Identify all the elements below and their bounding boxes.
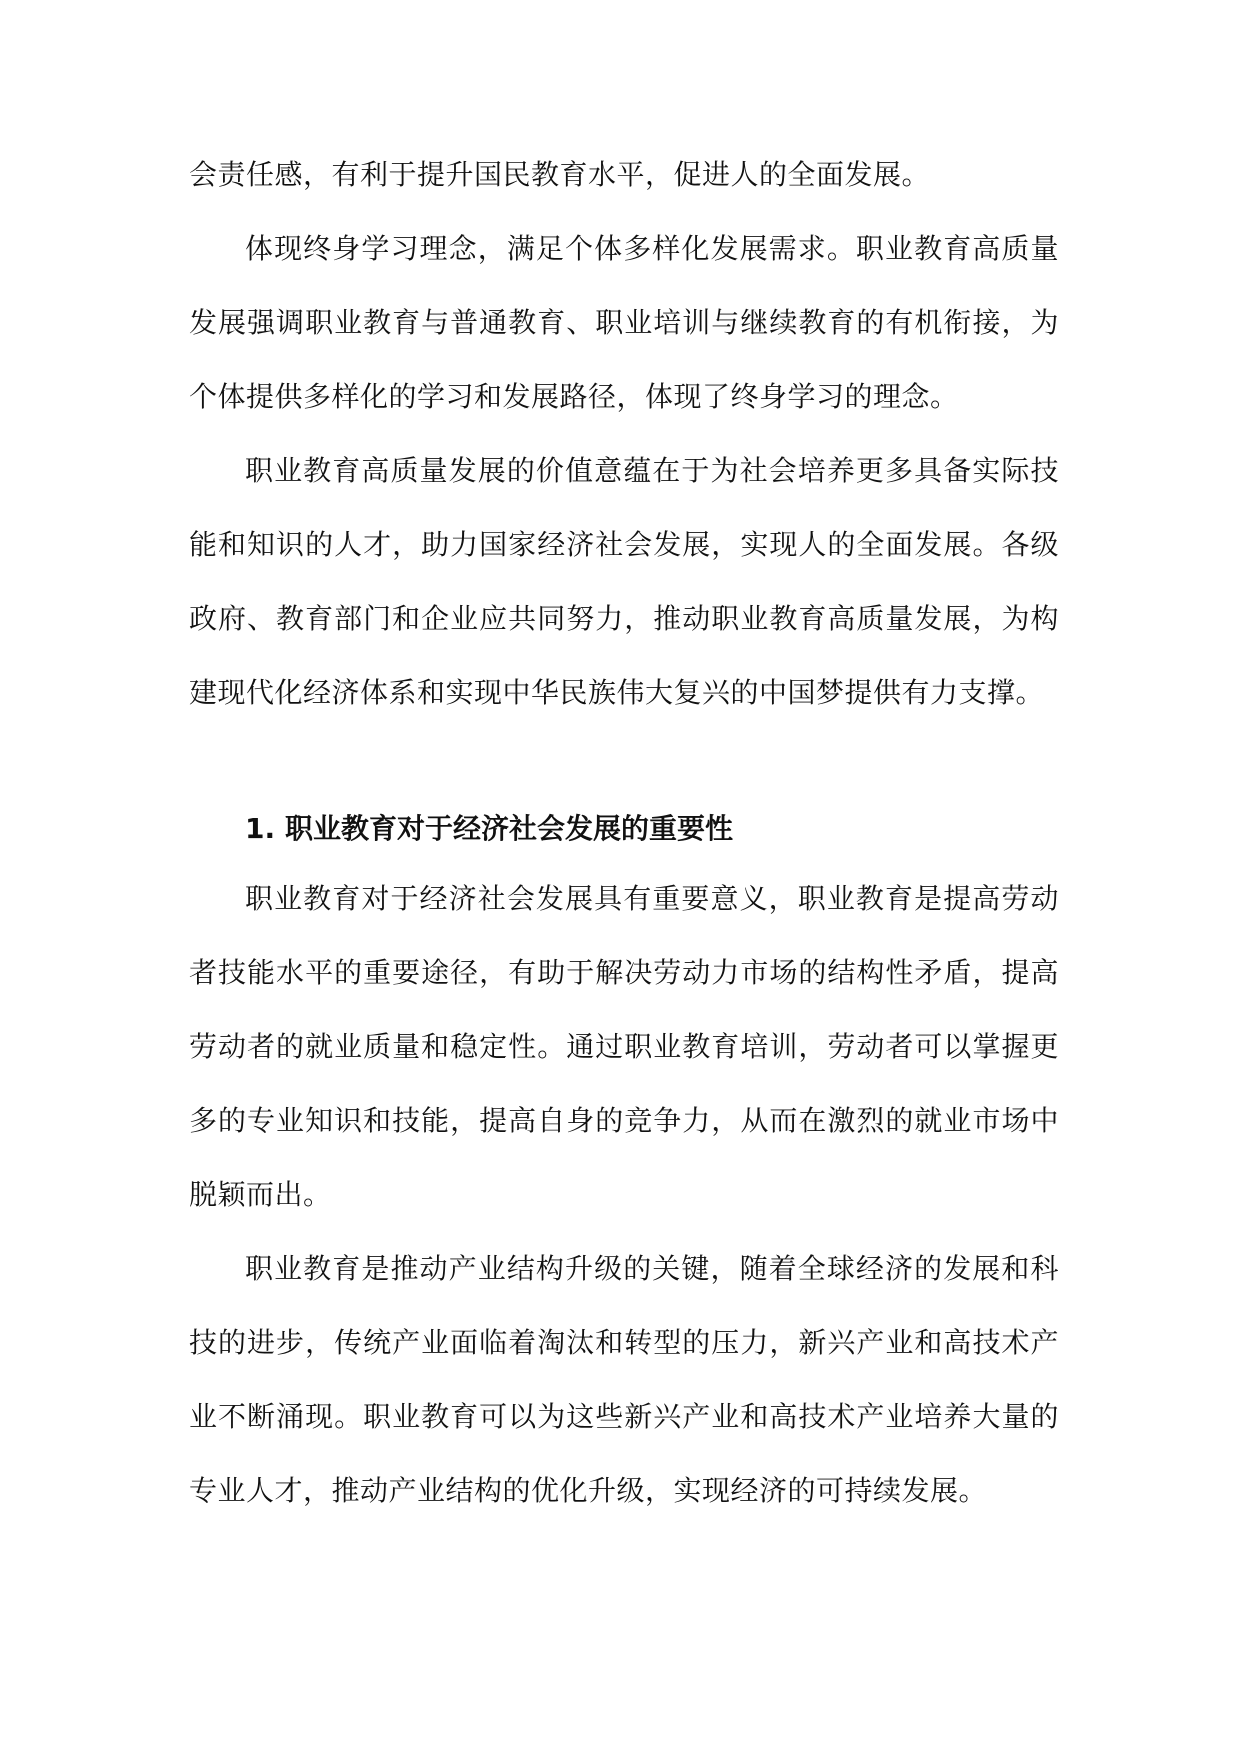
section-heading [189,796,1059,862]
paragraph-skills-importance: 职业教育对于经济社会发展具有重要意义，职业教育是提高劳动者技能水平的重要途径，有助于解决劳动力市场的结构性矛盾，提高劳动者的就业质量和稳定性。通过职业教育培训，劳动者可以掌握更多的专业知识和技能，提高自身的竞争力，从而在激烈的就业市场中脱颖而出。 [189,882,1059,1211]
paragraph-value-summary: 职业教育高质量发展的价值意蕴在于为社会培养更多具备实际技能和知识的人才，助力国家经济社会发展，实现人的全面发展。各级政府、教育部门和企业应共同努力，推动职业教育高质量发展，为构建现代化经济体系和实现中华民族伟大复兴的中国梦提供有力支撑。 [189,454,1059,709]
paragraph-lifelong-learning: 体现终身学习理念，满足个体多样化发展需求。职业教育高质量发展强调职业教育与普通教育、职业培训与继续教育的有机衔接，为个体提供多样化的学习和发展路径，体现了终身学习的理念。 [189,232,1059,413]
section-number: 1. [245,812,276,845]
paragraph-continuation: 会责任感，有利于提升国民教育水平，促进人的全面发展。 [189,158,931,191]
paragraph-industry-upgrade: 职业教育是推动产业结构升级的关键，随着全球经济的发展和科技的进步，传统产业面临着淘汰和转型的压力，新兴产业和高技术产业不断涌现。职业教育可以为这些新兴产业和高技术产业培养大量的专业人才，推动产业结构的优化升级，实现经济的可持续发展。 [189,1252,1059,1507]
section-title: 职业教育对于经济社会发展的重要性 [285,812,734,845]
document-page [189,138,1059,1528]
